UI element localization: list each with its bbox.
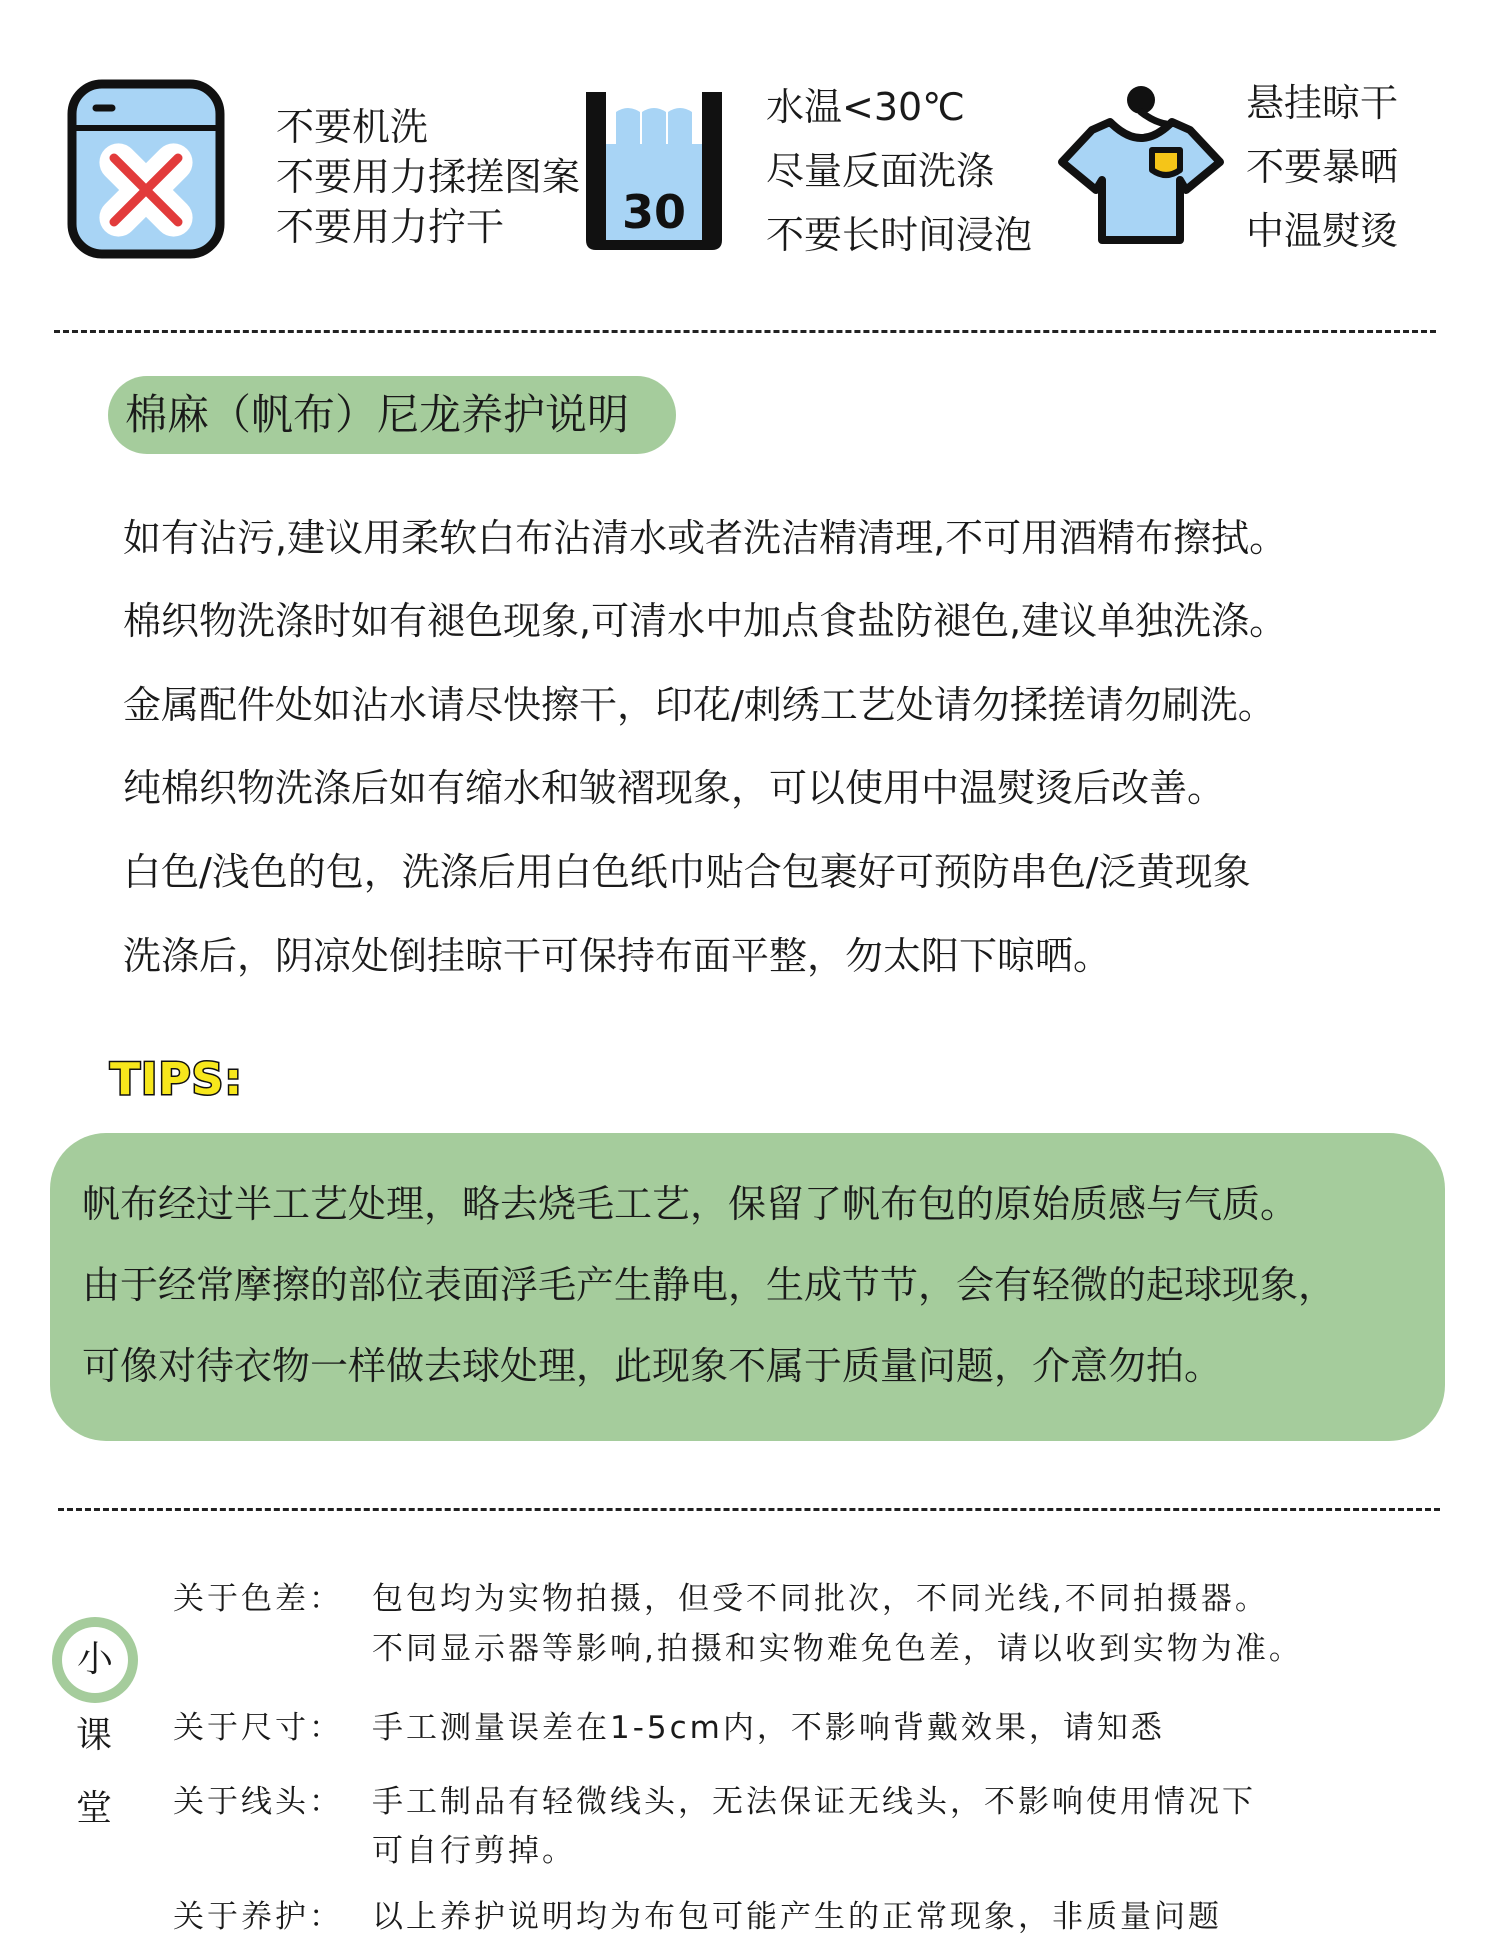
no-machine-wash-icon — [66, 78, 226, 260]
tips-line: 可像对待衣物一样做去球处理，此现象不属于质量问题，介意勿拍。 — [82, 1344, 1223, 1388]
note-text: 手工制品有轻微线头，无法保证无线头，不影响使用情况下 — [372, 1784, 1256, 1820]
care-instruction-line: 白色/浅色的包，洗涤后用白色纸巾贴合包裹好可预防串色/泛黄现象 — [123, 850, 1251, 894]
machine-wash-notes — [276, 105, 596, 258]
dashed-divider — [54, 330, 1436, 333]
wash-30-degree-icon — [578, 90, 730, 256]
note-text: 以上养护说明均为布包可能产生的正常现象，非质量问题 — [372, 1899, 1222, 1935]
class-vertical-char: 课 — [76, 1715, 113, 1756]
care-note-line: 中温熨烫 — [1246, 209, 1399, 253]
note-label-size: 关于尺寸： — [173, 1710, 343, 1746]
note-label-thread: 关于线头： — [173, 1784, 343, 1820]
note-text: 包包均为实物拍摄，但受不同批次，不同光线,不同拍摄器。 — [372, 1581, 1269, 1617]
care-note-line: 不要暴晒 — [1246, 145, 1399, 189]
care-note-line: 悬挂晾干 — [1246, 81, 1399, 125]
tips-box — [50, 1133, 1445, 1441]
care-instruction-line: 纯棉织物洗涤后如有缩水和皱褶现象，可以使用中温熨烫后改善。 — [123, 766, 1226, 810]
care-note-line: 尽量反面洗涤 — [766, 149, 995, 193]
note-text: 手工测量误差在1-5cm内，不影响背戴效果，请知悉 — [372, 1710, 1165, 1746]
care-note-line: 不要用力拧干 — [276, 205, 505, 249]
water-temp-notes — [766, 85, 1066, 258]
care-instruction-line: 金属配件处如沾水请尽快擦干，印花/刺绣工艺处请勿揉搓请勿刷洗。 — [123, 683, 1276, 727]
note-label-color: 关于色差： — [173, 1581, 343, 1617]
drying-notes — [1246, 81, 1446, 254]
class-badge-char: 小 — [62, 1627, 128, 1693]
class-vertical-char: 堂 — [76, 1788, 113, 1829]
care-instruction-line: 洗涤后，阴凉处倒挂晾干可保持布面平整，勿太阳下晾晒。 — [123, 934, 1112, 978]
class-badge — [52, 1617, 138, 1703]
note-text: 可自行剪掉。 — [372, 1833, 576, 1869]
hanging-shirt-icon — [1056, 84, 1226, 250]
tips-line: 帆布经过半工艺处理，略去烧毛工艺，保留了帆布包的原始质感与气质。 — [82, 1182, 1299, 1226]
tips-line: 由于经常摩擦的部位表面浮毛产生静电，生成节节，会有轻微的起球现象， — [82, 1263, 1337, 1307]
note-label-care: 关于养护： — [173, 1899, 343, 1935]
temp-number: 30 — [621, 185, 687, 239]
note-text: 不同显示器等影响,拍摄和实物难免色差，请以收到实物为准。 — [372, 1631, 1303, 1667]
care-note-line: 不要机洗 — [276, 105, 429, 149]
care-instruction-line: 棉织物洗涤时如有褪色现象,可清水中加点食盐防褪色,建议单独洗涤。 — [123, 599, 1288, 643]
dashed-divider — [58, 1508, 1440, 1511]
care-icon-row — [0, 0, 1500, 300]
care-note-line: 不要长时间浸泡 — [766, 213, 1033, 257]
care-instruction-line: 如有沾污,建议用柔软白布沾清水或者洗洁精清理,不可用酒精布擦拭。 — [123, 516, 1288, 560]
care-note-line: 不要用力揉搓图案 — [276, 155, 581, 199]
tips-label: TIPS: — [110, 1054, 243, 1105]
section-title: 棉麻（帆布）尼龙养护说明 — [108, 376, 676, 454]
care-note-line: 水温<30℃ — [766, 85, 965, 129]
